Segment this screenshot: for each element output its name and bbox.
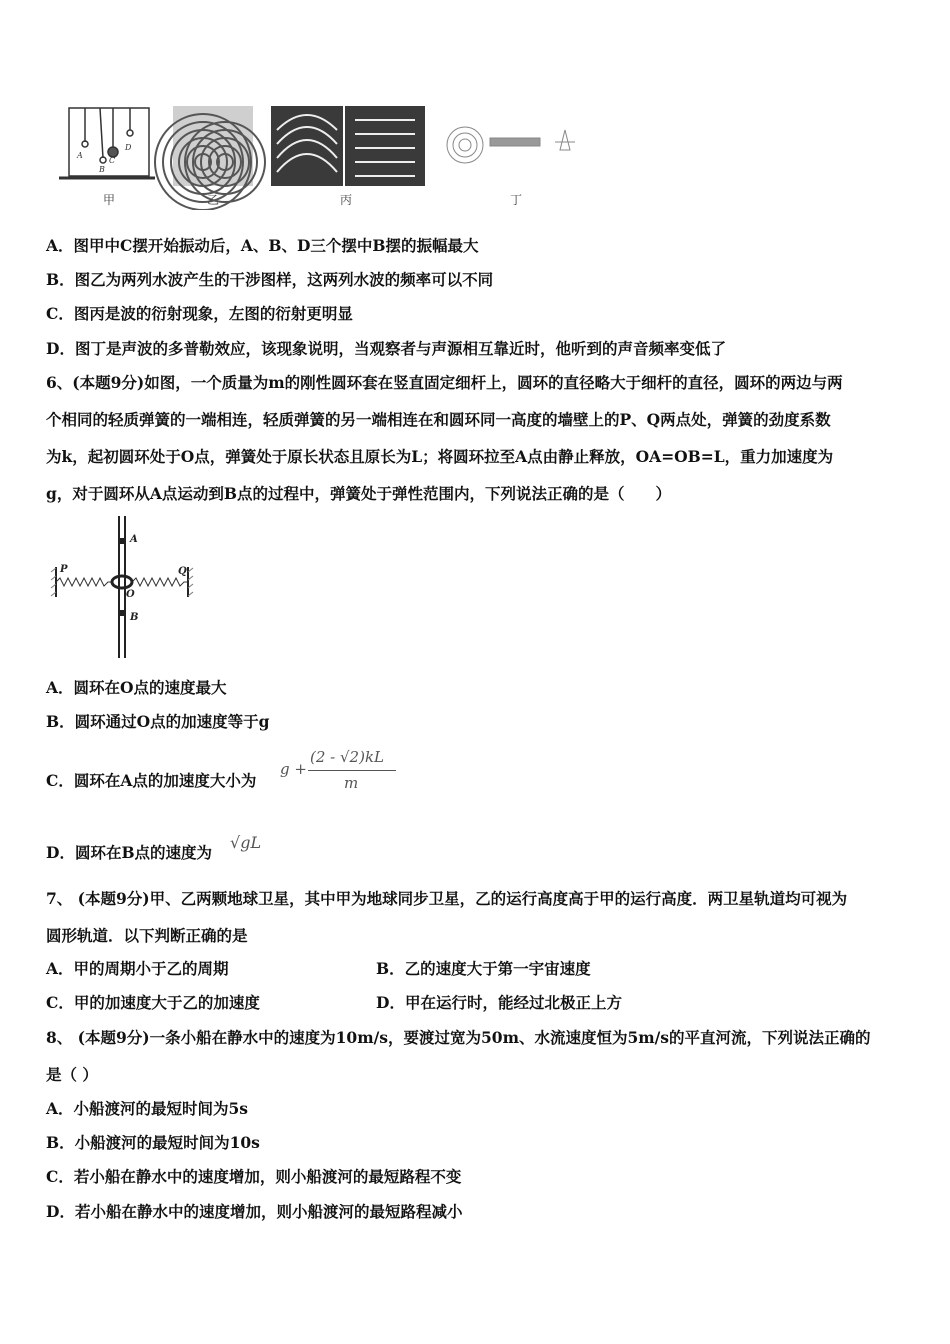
q6-option-d: D．圆环在B点的速度为 [46,843,213,862]
formula-numerator: (2 - √2)kL [310,748,385,766]
q6-option-b: B．圆环通过O点的加速度等于g [46,712,270,731]
label-a: A [130,534,138,545]
q6-stem-line3: 为k，起初圆环处于O点，弹簧处于原长状态且原长为L；将圆环拉至A点由静止释放，OA=OB=L，重力加速度为 [46,447,834,466]
q6-stem-line1: 6、(本题9分)如图，一个质量为m的刚性圆环套在竖直固定细杆上，圆环的直径略大于细杆的直径，圆环的两边与两 [46,373,843,392]
pendulum-figure [59,108,155,178]
q8-option-a: A．小船渡河的最短时间为5s [46,1099,249,1118]
q6-stem-line4: g，对于圆环从A点运动到B点的过程中，弹簧处于弹性范围内，下列说法正确的是（ ） [46,484,671,503]
q7-stem-line1: 7、 (本题9分)甲、乙两颗地球卫星，其中甲为地球同步卫星，乙的运行高度高于甲的运行高度．两卫星轨道均可视为 [46,889,848,908]
q7-option-a: A．甲的周期小于乙的周期 [46,959,229,978]
q7-stem-line2: 圆形轨道．以下判断正确的是 [46,926,248,945]
label-o: O [126,589,135,600]
caption-yi: 乙 [207,193,220,207]
caption-jia: 甲 [103,193,116,207]
caption-bing: 丙 [340,193,353,207]
q6-stem-line2: 个相同的轻质弹簧的一端相连，轻质弹簧的另一端相连在和圆环同一高度的墙壁上的P、Q两点处，弹簧的劲度系数 [46,410,831,429]
q8-option-d: D．若小船在静水中的速度增加，则小船渡河的最短路程减小 [46,1202,463,1221]
q6-option-d-formula: √gL [230,833,262,852]
pendulum-label-b: B [99,165,105,174]
formula-denominator: m [344,774,359,792]
q5-option-b: B．图乙为两列水波产生的干涉图样，这两列水波的频率可以不同 [46,270,494,289]
pendulum-label-d: D [125,143,132,152]
diffraction-figure [271,106,425,186]
formula-prefix: g + [280,760,307,778]
q8-option-b: B．小船渡河的最短时间为10s [46,1133,260,1152]
q7-option-c: C．甲的加速度大于乙的加速度 [46,993,260,1012]
q7-option-d: D．甲在运行时，能经过北极正上方 [376,993,622,1012]
pendulum-label-c: C [109,156,116,165]
pendulum-label-a: A [77,151,83,160]
q8-stem-line2: 是（ ） [46,1065,98,1084]
q5-option-c: C．图丙是波的衍射现象，左图的衍射更明显 [46,304,353,323]
label-b: B [130,612,139,623]
caption-ding: 丁 [510,193,523,207]
wave-phenomena-figure [55,100,595,210]
q5-option-a: A．图甲中C摆开始振动后，A、B、D三个摆中B摆的振幅最大 [46,236,479,255]
q8-option-c: C．若小船在静水中的速度增加，则小船渡河的最短路程不变 [46,1167,462,1186]
doppler-figure [447,127,575,163]
q5-option-d: D．图丁是声波的多普勒效应，该现象说明，当观察者与声源相互靠近时，他听到的声音频率变低了 [46,339,726,358]
ring-spring-figure [50,512,200,662]
q8-stem-line1: 8、 (本题9分)一条小船在静水中的速度为10m/s，要渡过宽为50m、水流速度恒为5m/s的平直河流，下列说法正确的 [46,1028,871,1047]
q6-option-c-formula [280,748,400,798]
q7-option-b: B．乙的速度大于第一宇宙速度 [376,959,591,978]
label-q: Q [178,566,187,577]
label-p: P [60,564,68,575]
fraction-bar [308,770,396,771]
q6-option-a: A．圆环在O点的速度最大 [46,678,227,697]
q6-option-c: C．圆环在A点的加速度大小为 [46,771,257,790]
